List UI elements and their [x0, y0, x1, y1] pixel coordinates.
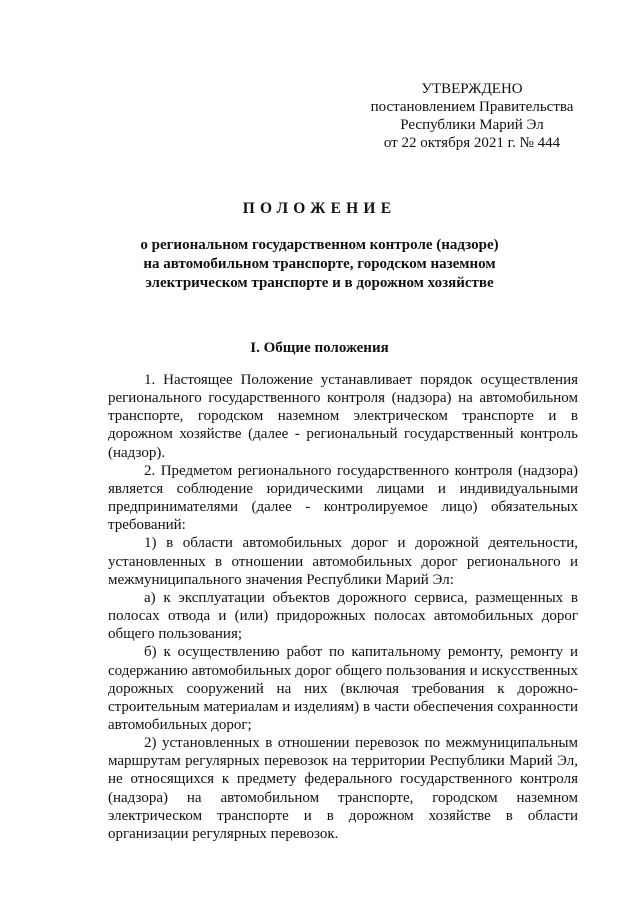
document-title: ПОЛОЖЕНИЕ — [242, 200, 397, 217]
paragraph-1: 1. Настоящее Положение устанавливает порядок осуществления регионального государственного контроля (надзора) на автомобильном транспорте, городском наземном электрическом транспорте и в дорожном хозяйстве (далее - региональный государственный контроль (надзор). — [108, 372, 578, 461]
paragraph-2-item-1: 1) в области автомобильных дорог и дорожной деятельности, установленных в отношении автомобильных дорог регионального и межмуниципального значения Республики Марий Эл: — [108, 535, 578, 588]
subtitle-line-1: о региональном государственном контроле (надзоре) — [140, 237, 499, 253]
approval-stamp — [362, 80, 582, 152]
approval-region: Республики Марий Эл — [400, 117, 544, 133]
paragraph-2-item-2: 2) установленных в отношении перевозок по межмуниципальным маршрутам регулярных перевозок на территории Республики Марий Эл, не относящихся к предмету федерального государственного контроля (надзора) на автомобильном транспорте, городском наземном электрическом транспорте и в дорожном хозяйстве в области организации регулярных перевозок. — [108, 735, 578, 842]
subtitle-line-2: на автомобильном транспорте, городском наземном — [143, 256, 496, 272]
approval-date-number: от 22 октября 2021 г. № 444 — [383, 135, 561, 151]
document-body — [108, 371, 578, 843]
document-subtitle — [0, 236, 639, 293]
section-heading: I. Общие положения — [250, 340, 389, 356]
paragraph-2-item-1-b: б) к осуществлению работ по капитальному ремонту, ремонту и содержанию автомобильных дорог общего пользования и искусственных дорожных сооружений на них (включая требования к дорожно-строительным материалам и изделиям) в части обеспечения сохранности автомобильных дорог; — [108, 644, 578, 733]
subtitle-line-3: электрическом транспорте и в дорожном хозяйстве — [145, 275, 494, 291]
approval-authority: постановлением Правительства — [370, 99, 574, 115]
paragraph-2-item-1-a: а) к эксплуатации объектов дорожного сервиса, размещенных в полосах отвода и (или) придорожных полосах автомобильных дорог общего пользования; — [108, 589, 578, 643]
approval-status: УТВЕРЖДЕНО — [421, 81, 523, 97]
paragraph-2: 2. Предметом регионального государственного контроля (надзора) является соблюдение юридическими лицами и индивидуальными предпринимателями (далее - контролируемое лицо) обязательных требований: — [108, 462, 578, 534]
